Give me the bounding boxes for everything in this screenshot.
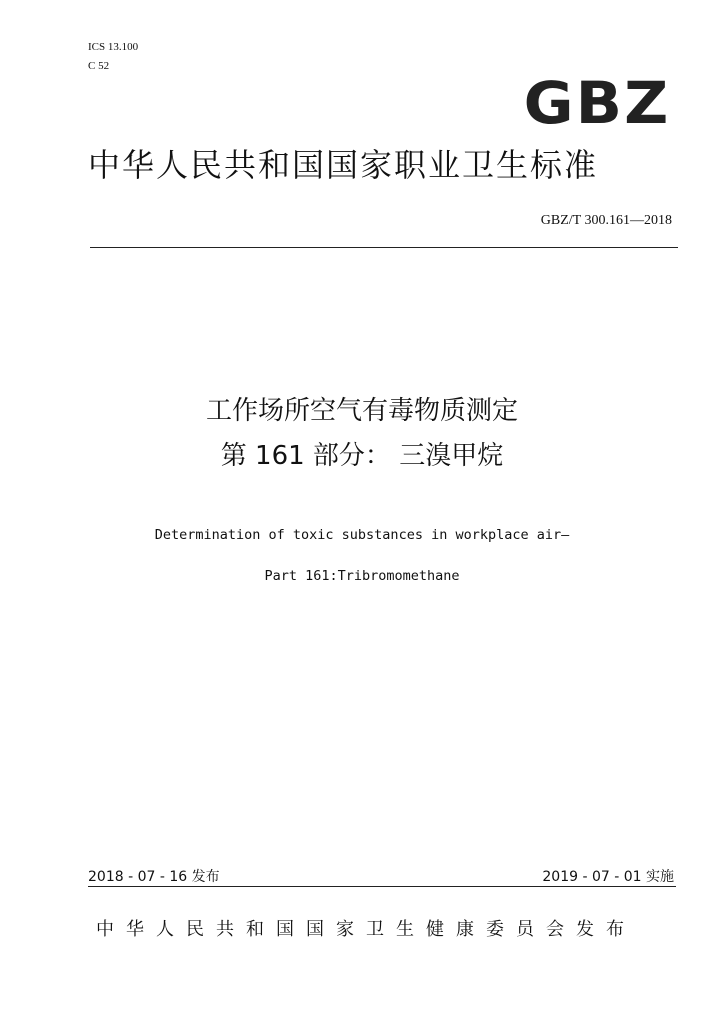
ics-code: ICS 13.100 [88,41,139,53]
top-divider [90,247,678,248]
gbz-logo: GBZ [523,69,671,137]
publish-date: 2018 - 07 - 16 发布 [88,869,220,885]
effective-date: 2019 - 07 - 01 实施 [542,869,674,885]
issuing-authority: 中华人民共和国国家卫生健康委员会发布 [96,919,636,940]
chinese-title-line-2: 第 161 部分： 三溴甲烷 [220,441,504,471]
ccs-code: C 52 [88,60,110,72]
standard-title: 中华人民共和国国家职业卫生标准 [88,146,599,184]
chinese-title-line-1: 工作场所空气有毒物质测定 [205,396,518,426]
english-title-line-2: Part 161:Tribromomethane [264,568,460,584]
standard-number: GBZ/T 300.161—2018 [540,213,672,228]
english-title-line-1: Determination of toxic substances in workplace air— [154,527,570,543]
classification-codes [88,38,138,76]
bottom-divider [88,886,676,887]
